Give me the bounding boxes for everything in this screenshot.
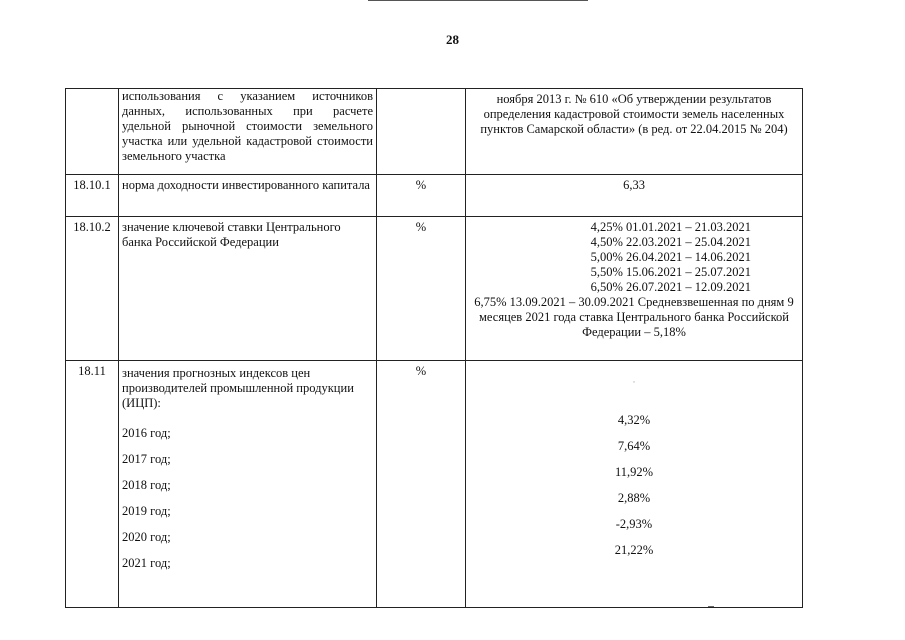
ppi-value: -2,93%	[615, 517, 653, 531]
value-cell	[466, 361, 803, 608]
rate-period-line: 5,00% 26.04.2021 – 14.06.2021	[590, 250, 751, 264]
value-cell: 6,33	[466, 175, 803, 217]
item-number-cell	[66, 89, 119, 175]
unit-cell: %	[377, 175, 466, 217]
description-cell: норма доходности инвестированного капитала	[119, 175, 377, 217]
valuation-parameters-table	[65, 88, 803, 608]
table-row	[66, 361, 803, 608]
ppi-value-list	[469, 407, 799, 563]
item-number-cell: 18.10.2	[66, 217, 119, 361]
year-list	[122, 420, 373, 576]
rate-period-line: 4,50% 22.03.2021 – 25.04.2021	[590, 235, 751, 249]
ppi-value: 11,92%	[614, 465, 654, 479]
unit-cell: %	[377, 217, 466, 361]
rate-period-line: 4,25% 01.01.2021 – 21.03.2021	[590, 220, 751, 234]
ppi-value: 2,88%	[617, 491, 651, 505]
year-label: 2021 год;	[122, 556, 171, 570]
value-cell: ноября 2013 г. № 610 «Об утверждении результатов определения кадастровой стоимости земель населенных пунктов Самарской области» (в ред. от 22.04.2015 № 204)	[466, 89, 803, 175]
scan-artifact-mark	[708, 606, 714, 607]
value-cell	[466, 217, 803, 361]
unit-cell	[377, 89, 466, 175]
year-label: 2016 год;	[122, 426, 171, 440]
item-number-cell: 18.11	[66, 361, 119, 608]
scan-artifact-line	[368, 0, 588, 1]
description-cell: использования с указанием источников данных, использованных при расчете удельной рыночной стоимости земельного участка или удельной кадастровой стоимости земельного участка	[119, 89, 377, 175]
rate-period-line: 6,50% 26.07.2021 – 12.09.2021	[590, 280, 751, 294]
ppi-description: значения прогнозных индексов цен производителей промышленной продукции (ИЦП):	[122, 366, 354, 410]
rate-summary: 6,75% 13.09.2021 – 30.09.2021 Средневзвешенная по дням 9 месяцев 2021 года ставка Центрального банка Российской Федерации – 5,18%	[474, 295, 794, 339]
year-label: 2017 год;	[122, 452, 171, 466]
scan-dot-mark: ·	[632, 377, 636, 387]
item-number-cell: 18.10.1	[66, 175, 119, 217]
table-row	[66, 89, 803, 175]
year-label: 2019 год;	[122, 504, 171, 518]
ppi-value: 21,22%	[614, 543, 654, 557]
rate-period-line: 5,50% 15.06.2021 – 25.07.2021	[590, 265, 751, 279]
page-number: 28	[446, 32, 459, 47]
table-row	[66, 217, 803, 361]
description-cell	[119, 361, 377, 608]
description-cell: значение ключевой ставки Центрального банка Российской Федерации	[119, 217, 377, 361]
table-row	[66, 175, 803, 217]
year-label: 2020 год;	[122, 530, 171, 544]
unit-cell: %	[377, 361, 466, 608]
ppi-value: 4,32%	[617, 413, 651, 427]
ppi-value: 7,64%	[617, 439, 651, 453]
key-rate-periods	[469, 220, 799, 340]
year-label: 2018 год;	[122, 478, 171, 492]
